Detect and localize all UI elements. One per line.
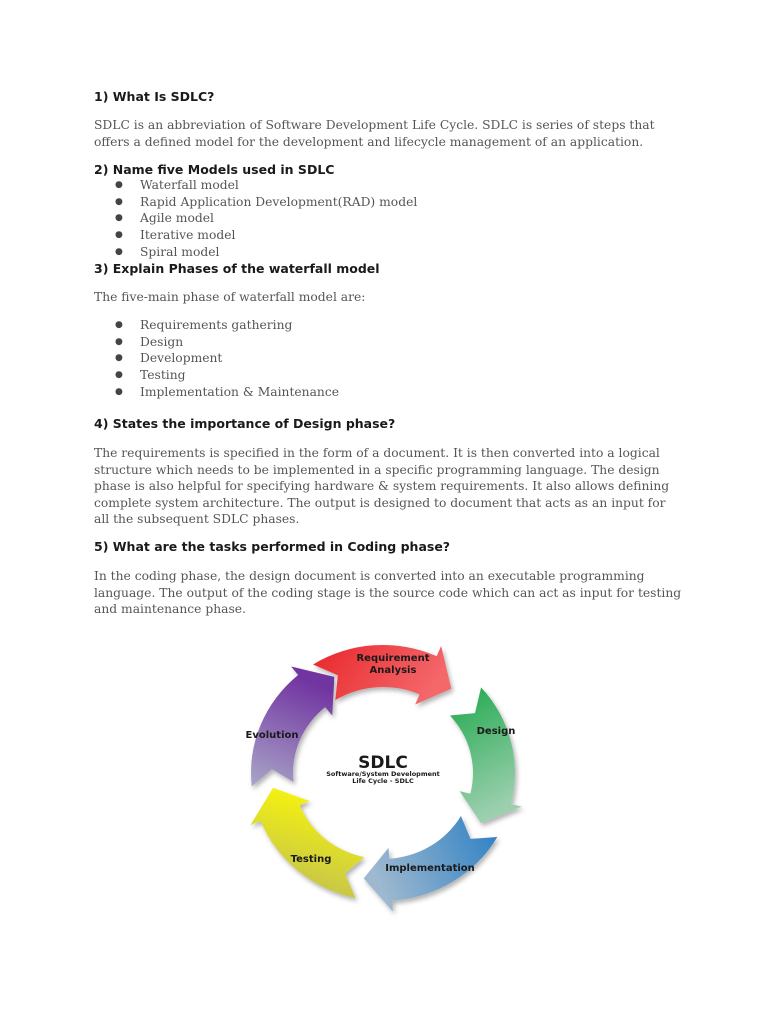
question-1-answer: SDLC is an abbreviation of Software Development Life Cycle. SDLC is series of steps that offers a defined model for the development and lifecycle management of an application.: [94, 118, 655, 149]
diagram-center-subtitle-2: Life Cycle - SDLC: [352, 777, 414, 785]
question-1-heading: 1) What Is SDLC?: [94, 89, 215, 104]
bullet-icon: ●: [115, 230, 123, 241]
question-4-heading: 4) States the importance of Design phase?: [94, 416, 396, 431]
question-3-heading: 3) Explain Phases of the waterfall model: [94, 261, 380, 276]
question-4-answer: The requirements is specified in the form of a document. It is then converted into a logical structure which needs to be implemented in a specific programming language. The design phase is also helpful for specifying hardware & system requirements. It also allows defining complete system architecture. The output is designed to document that acts as an input for all the subsequent SDLC phases.: [94, 446, 670, 526]
question-5-heading: 5) What are the tasks performed in Coding phase?: [94, 539, 451, 554]
sdlc-models-list: [94, 177, 417, 260]
diagram-center-title: SDLC: [358, 753, 408, 773]
bullet-icon: ●: [115, 370, 123, 381]
phase-label-requirement: Requirement: [356, 653, 430, 664]
bullet-icon: ●: [115, 386, 123, 397]
design-arrow: [450, 687, 522, 823]
phase-label-analysis: Analysis: [369, 665, 417, 676]
bullet-icon: ●: [115, 320, 123, 330]
list-item: ● Development: [115, 351, 223, 366]
evolution-arrow: [251, 667, 334, 787]
list-item: ● Waterfall model: [115, 178, 239, 192]
phase-label-testing: Testing: [290, 854, 332, 865]
list-item: ● Design: [115, 334, 184, 349]
list-item: ● Implementation & Maintenance: [115, 384, 340, 399]
bullet-icon: ●: [115, 196, 123, 207]
testing-arrow: [250, 788, 364, 898]
sdlc-cycle-diagram: [220, 630, 550, 930]
question-2-heading: 2) Name five Models used in SDLC: [94, 162, 335, 177]
bullet-icon: ●: [115, 180, 123, 190]
list-item: ● Testing: [115, 368, 186, 383]
list-item: ● Requirements gathering: [115, 318, 293, 332]
bullet-icon: ●: [115, 246, 123, 257]
diagram-center: [326, 753, 440, 785]
list-item: ● Iterative model: [115, 228, 236, 243]
bullet-icon: ●: [115, 353, 123, 364]
list-item: ● Spiral model: [115, 244, 220, 259]
waterfall-phases-list: [94, 317, 339, 400]
list-item: ● Agile model: [115, 211, 214, 226]
list-item: ● Rapid Application Development(RAD) model: [115, 194, 418, 209]
phase-label-implementation: Implementation: [385, 863, 475, 874]
diagram-center-subtitle-1: Software/System Development: [326, 770, 440, 778]
question-3-intro: The five-main phase of waterfall model are:: [94, 290, 366, 304]
phase-label-design: Design: [476, 726, 516, 737]
bullet-icon: ●: [115, 336, 123, 347]
bullet-icon: ●: [115, 213, 123, 224]
question-5-answer: In the coding phase, the design document is converted into an executable programming language. The output of the coding stage is the source code which can act as input for testing and maintenance phase.: [94, 569, 682, 616]
phase-label-evolution: Evolution: [245, 730, 299, 741]
